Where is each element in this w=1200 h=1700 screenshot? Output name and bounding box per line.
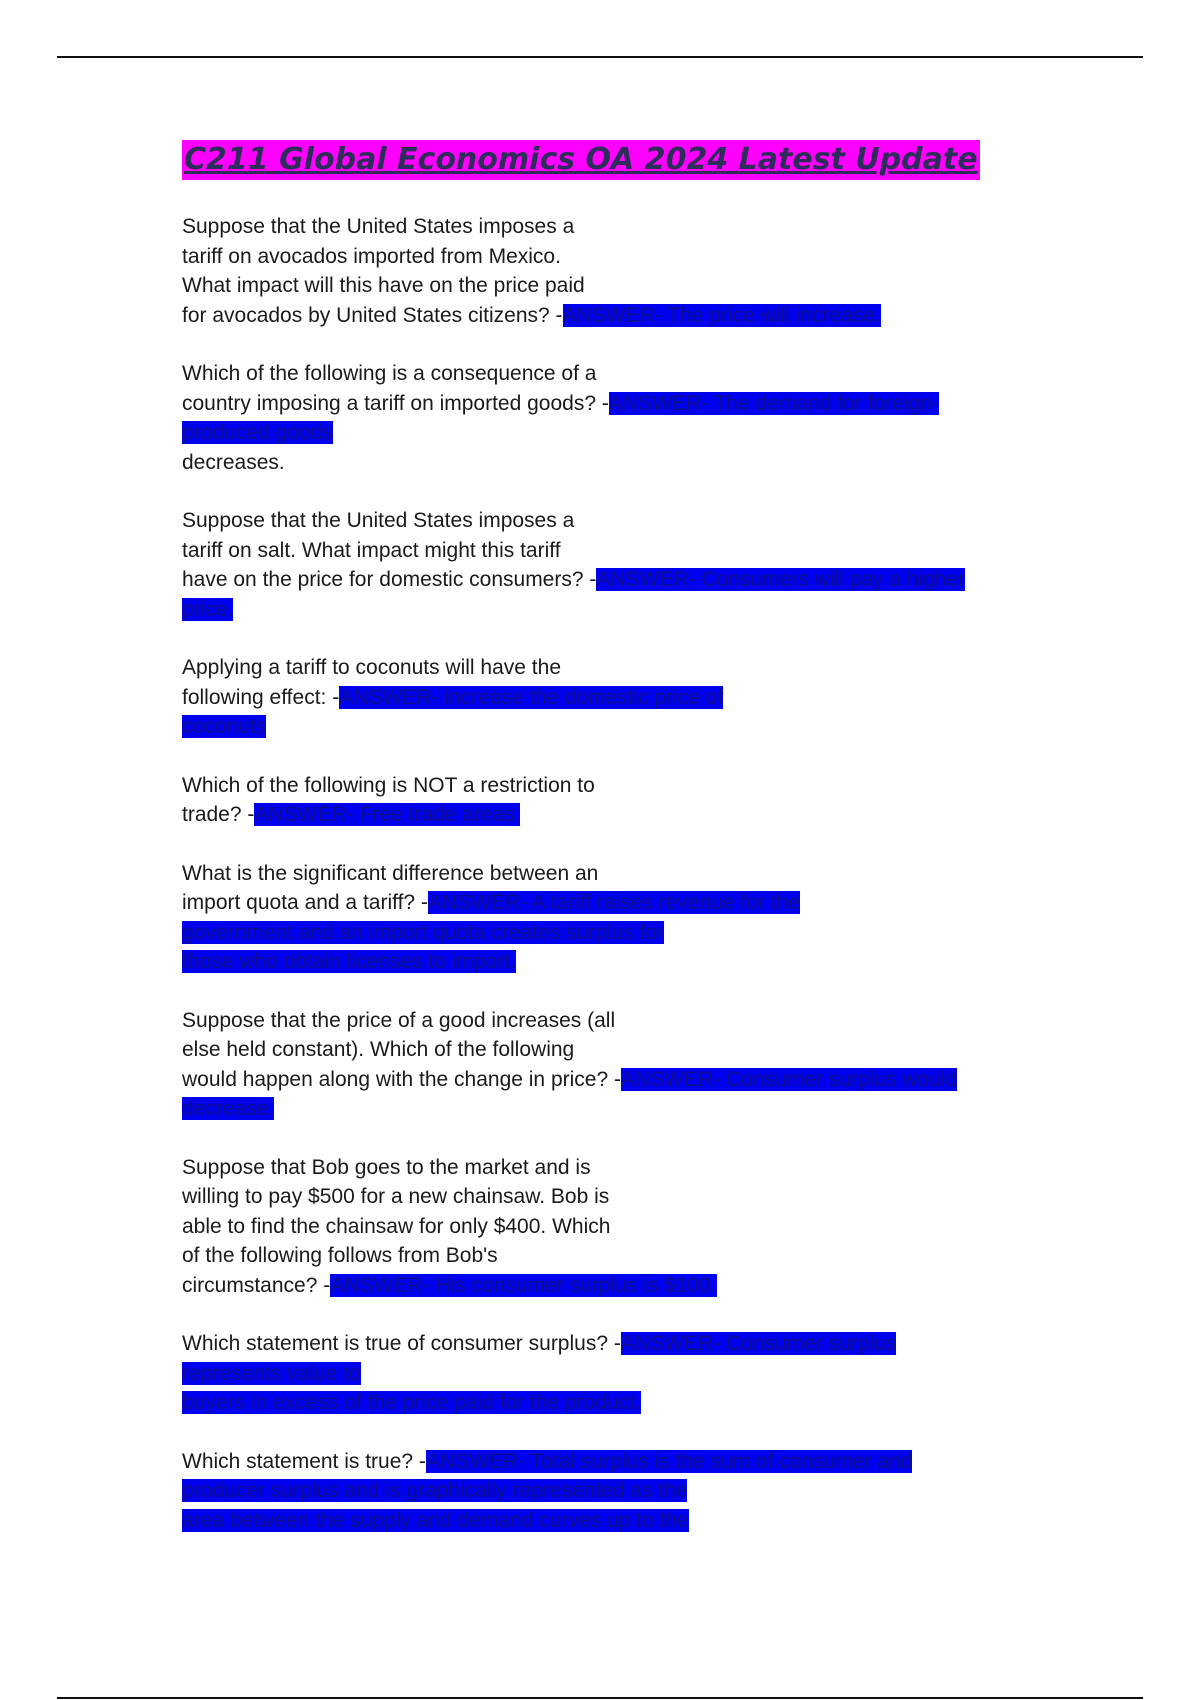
question-line: import quota and a tariff? -	[182, 891, 428, 914]
answer-highlight: price.	[182, 597, 234, 621]
qa-item	[182, 506, 1042, 624]
answer-highlight: ANSWER- Total surplus is the sum of consumer and	[425, 1449, 913, 1473]
question-line: tariff on avocados imported from Mexico.	[182, 244, 561, 268]
answer-highlight: area between the supply and demand curves up to the	[182, 1508, 689, 1532]
answer-highlight: ANSWER- Consumers will pay a higher	[596, 568, 966, 591]
answer-highlight: ANSWER- Free trade areas.	[254, 803, 521, 826]
question-line: country imposing a tariff on imported goods? -	[182, 391, 609, 415]
bottom-rule	[57, 1697, 1143, 1699]
question-line: would happen along with the change in price? -	[182, 1067, 621, 1091]
question-line: willing to pay $500 for a new chainsaw. Bob is	[182, 1185, 610, 1208]
question-line: Which of the following is a consequence of a	[182, 362, 597, 385]
answer-highlight: producer surplus and is graphically represented as the	[182, 1479, 688, 1502]
qa-item	[182, 212, 1042, 330]
question-line: Suppose that Bob goes to the market and is	[182, 1155, 591, 1179]
answer-highlight: those who obtain licenses to import.	[182, 950, 516, 973]
question-line: Suppose that the United States imposes a	[182, 215, 575, 238]
question-line: following effect: -	[182, 685, 340, 709]
answer-highlight: ANSWER- A tariff raises revenue for the	[427, 891, 800, 914]
answer-highlight: represents value to	[182, 1361, 361, 1385]
question-line: else held constant). Which of the following	[182, 1038, 575, 1061]
question-line: Suppose that the price of a good increases (all	[182, 1008, 616, 1032]
answer-highlight: ANSWER- Consumer surplus would	[620, 1067, 958, 1091]
answer-highlight: decrease.	[182, 1097, 275, 1120]
answer-highlight: ANSWER- The demand for foreign-	[608, 391, 939, 415]
answer-highlight: ANSWER- Consumer surplus	[620, 1332, 897, 1355]
qa-item	[182, 859, 1042, 977]
question-line: What is the significant difference between an	[182, 861, 599, 885]
qa-item	[182, 1329, 1042, 1418]
answer-highlight: ANSWER- increase the domestic price of	[339, 685, 724, 709]
answer-continuation: decreases.	[182, 450, 285, 474]
answer-highlight: buyers in excess of the price paid for the product.	[182, 1391, 641, 1414]
qa-list	[182, 212, 1042, 1535]
question-line: for avocados by United States citizens? -	[182, 303, 563, 327]
qa-item	[182, 653, 1042, 742]
question-line: Applying a tariff to coconuts will have the	[182, 656, 561, 679]
question-line: Which statement is true of consumer surplus? -	[182, 1332, 621, 1355]
answer-highlight: ANSWER- His consumer surplus is $100.	[330, 1273, 717, 1297]
document-title: C211 Global Economics OA 2024 Latest Update	[182, 140, 980, 180]
question-line: Suppose that the United States imposes a	[182, 509, 575, 532]
question-line: tariff on salt. What impact might this tariff	[182, 538, 561, 562]
qa-item	[182, 359, 1042, 477]
question-line: have on the price for domestic consumers? -	[182, 568, 597, 591]
qa-item	[182, 1153, 1042, 1301]
question-line: able to find the chainsaw for only $400. Which	[182, 1214, 611, 1238]
question-line: Which of the following is NOT a restriction to	[182, 773, 595, 797]
answer-highlight: produced goods	[182, 421, 333, 444]
question-line: trade? -	[182, 803, 255, 826]
question-line: What impact will this have on the price paid	[182, 274, 585, 297]
qa-item	[182, 1006, 1042, 1124]
question-line: of the following follows from Bob's	[182, 1244, 498, 1267]
qa-item	[182, 1447, 1042, 1536]
document-body	[182, 140, 1042, 1564]
answer-highlight: coconuts	[182, 715, 267, 738]
question-line: Which statement is true? -	[182, 1449, 426, 1473]
answer-highlight: government and an import quota creates surplus for	[182, 920, 665, 944]
qa-item	[182, 771, 1042, 830]
answer-highlight: ANSWER- The price will increase.	[562, 303, 881, 327]
question-line: circumstance? -	[182, 1273, 331, 1297]
top-rule	[57, 56, 1143, 58]
